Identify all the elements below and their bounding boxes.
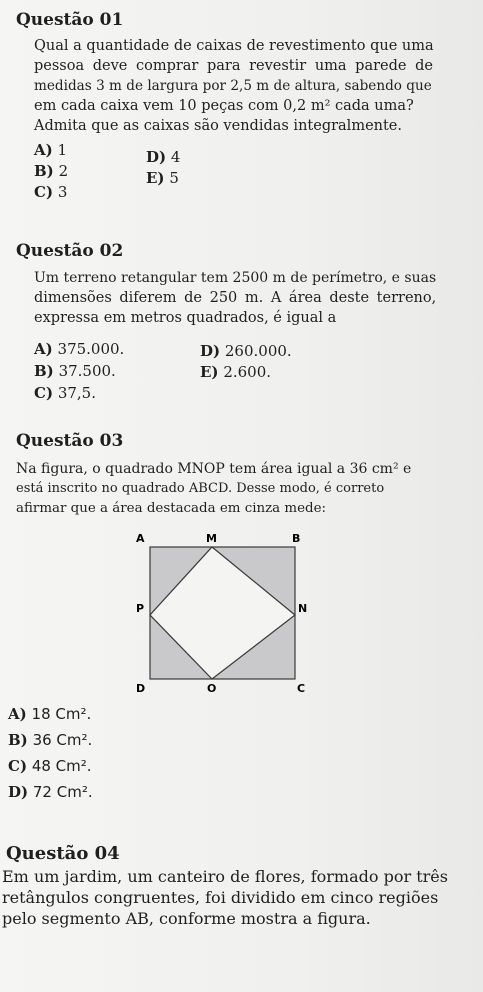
label-a: A — [136, 532, 145, 545]
question-02-line-3: expressa em metros quadrados, é igual a — [34, 310, 337, 326]
question-02-title: Questão 02 — [16, 241, 124, 261]
q2-option-a-text: 375.000. — [57, 340, 125, 358]
q3-option-c-letter: C) — [8, 757, 28, 775]
q3-option-a[interactable] — [8, 705, 91, 723]
q2-option-b-text: 37.500. — [58, 362, 116, 380]
question-04-line-2: retângulos congruentes, foi dividido em cinco regiões — [2, 888, 439, 907]
q1-option-b[interactable] — [34, 162, 68, 180]
question-04-line-3: pelo segmento AB, conforme mostra a figura. — [2, 909, 371, 928]
q1-option-a-letter: A) — [34, 141, 53, 159]
label-o: O — [207, 682, 217, 692]
question-03-line-2: está inscrito no quadrado ABCD. Desse modo, é correto — [16, 481, 385, 496]
q1-option-c[interactable] — [34, 183, 67, 201]
q1-option-b-letter: B) — [34, 162, 54, 180]
q1-option-d-letter: D) — [146, 148, 167, 166]
label-p: P — [136, 602, 145, 615]
question-04-line-1: Em um jardim, um canteiro de flores, formado por três — [2, 867, 448, 886]
q2-option-c-text: 37,5. — [57, 384, 96, 402]
question-01-line-3: medidas 3 m de largura por 2,5 m de altura, sabendo que — [34, 78, 432, 94]
label-b: B — [292, 532, 301, 545]
q1-option-c-text: 3 — [57, 183, 68, 201]
q3-option-c-text: 48 Cm². — [31, 757, 92, 775]
label-m: M — [206, 532, 217, 545]
question-01-line-1: Qual a quantidade de caixas de revestimento que uma — [34, 38, 434, 54]
q1-option-d-text: 4 — [170, 148, 181, 166]
q2-option-e[interactable] — [200, 363, 271, 381]
question-03-text — [16, 459, 411, 519]
q3-option-a-letter: A) — [8, 705, 27, 723]
q1-option-a[interactable] — [34, 141, 67, 159]
question-03-title: Questão 03 — [16, 431, 124, 451]
q3-option-b[interactable] — [8, 731, 92, 749]
q2-option-b[interactable] — [34, 362, 116, 380]
q1-option-e-letter: E) — [146, 169, 165, 187]
question-04-text — [2, 866, 448, 929]
q2-option-b-letter: B) — [34, 362, 54, 380]
q1-option-c-letter: C) — [34, 183, 54, 201]
label-n: N — [298, 602, 308, 615]
q2-option-c-letter: C) — [34, 384, 54, 402]
question-02-line-1: Um terreno retangular tem 2500 m de perímetro, e suas — [34, 270, 437, 286]
label-c: C — [297, 682, 306, 692]
q2-option-d[interactable] — [200, 342, 292, 360]
label-d: D — [136, 682, 146, 692]
q3-option-c[interactable] — [8, 757, 92, 775]
q1-option-d[interactable] — [146, 148, 180, 166]
q2-option-c[interactable] — [34, 384, 96, 402]
question-01-line-2: pessoa deve comprar para revestir uma parede de — [34, 58, 433, 74]
question-02-line-2: dimensões diferem de 250 m. A área deste terreno, — [34, 290, 437, 306]
q2-option-e-text: 2.600. — [223, 363, 272, 381]
q3-option-d[interactable] — [8, 783, 93, 801]
q3-option-b-text: 36 Cm². — [32, 731, 93, 749]
q1-option-e-text: 5 — [169, 169, 179, 187]
q3-option-d-text: 72 Cm². — [32, 783, 93, 801]
q1-option-e[interactable] — [146, 169, 179, 187]
q3-option-d-letter: D) — [8, 783, 29, 801]
q2-option-d-text: 260.000. — [224, 342, 292, 360]
q2-option-e-letter: E) — [200, 363, 219, 381]
q2-option-a-letter: A) — [34, 340, 53, 358]
q2-option-d-letter: D) — [200, 342, 221, 360]
question-01-text — [34, 36, 434, 136]
question-01-title: Questão 01 — [16, 10, 124, 30]
question-01-line-4: em cada caixa vem 10 peças com 0,2 m² cada uma? — [34, 98, 414, 114]
question-02-text — [34, 268, 436, 328]
q3-option-a-text: 18 Cm². — [31, 705, 92, 723]
square-figure — [130, 532, 315, 692]
question-03-line-3: afirmar que a área destacada em cinza mede: — [16, 501, 327, 516]
question-03-line-1: Na figura, o quadrado MNOP tem área igual a 36 cm² e — [16, 461, 412, 477]
question-01-line-5: Admita que as caixas são vendidas integralmente. — [34, 118, 403, 134]
q2-option-a[interactable] — [34, 340, 124, 358]
question-04-title: Questão 04 — [6, 843, 120, 864]
q3-option-b-letter: B) — [8, 731, 28, 749]
q1-option-b-text: 2 — [58, 162, 69, 180]
q1-option-a-text: 1 — [57, 141, 68, 159]
